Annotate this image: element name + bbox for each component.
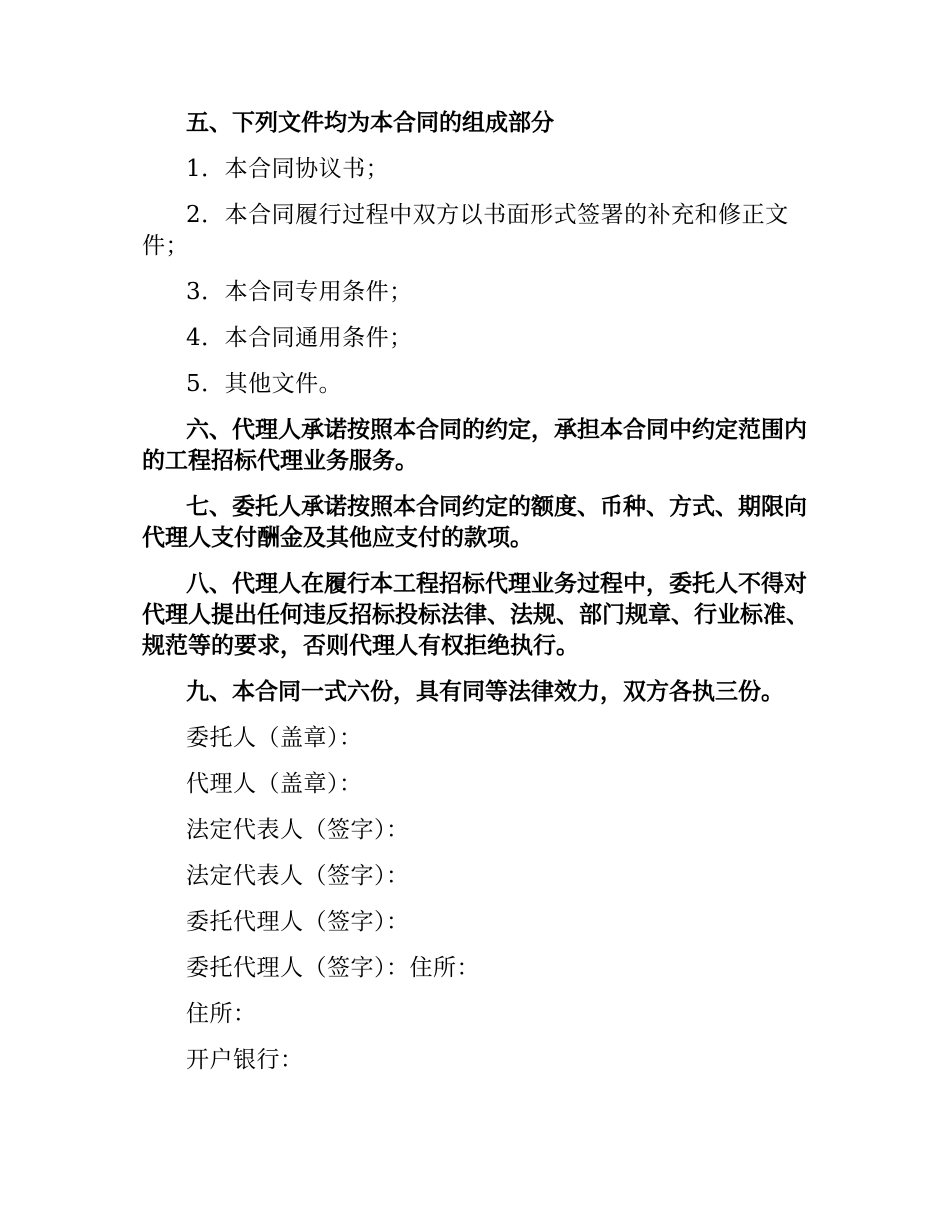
signature-block — [142, 723, 822, 1076]
clause-5-item-5: 5．其他文件。 — [186, 371, 343, 397]
clause-5-heading: 五、下列文件均为本合同的组成部分 — [186, 110, 554, 136]
signature-line-legal-rep-2: 法定代表人（签字）： — [186, 863, 410, 889]
clause-5-item-1: 1．本合同协议书； — [186, 156, 390, 182]
signature-line-authorized-agent-2: 委托代理人（签字）：住所： — [186, 955, 480, 981]
clause-8: 八、代理人在履行本工程招标代理业务过程中，委托人不得对代理人提出任何违反招标投标法律、法规、部门规章、行业标准、规范等的要求，否则代理人有权拒绝执行。 — [142, 571, 809, 659]
clause-9: 九、本合同一式六份，具有同等法律效力，双方各执三份。 — [186, 679, 784, 705]
signature-line-address: 住所： — [186, 1001, 257, 1027]
document-body — [142, 108, 822, 1091]
clause-6: 六、代理人承诺按照本合同的约定，承担本合同中约定范围内的工程招标代理业务服务。 — [142, 417, 807, 474]
clause-5-item-4: 4．本合同通用条件； — [186, 325, 413, 351]
clause-5-item-3: 3．本合同专用条件； — [186, 279, 413, 305]
clause-7: 七、委托人承诺按照本合同约定的额度、币种、方式、期限向代理人支付酬金及其他应支付的款项。 — [142, 494, 807, 551]
signature-line-agent-seal: 代理人（盖章）： — [186, 771, 363, 797]
clause-5-item-2: 2．本合同履行过程中双方以书面形式签署的补充和修正文件； — [142, 202, 789, 259]
signature-line-authorized-agent-1: 委托代理人（签字）： — [186, 909, 410, 935]
signature-line-client-seal: 委托人（盖章）： — [186, 725, 363, 751]
signature-line-legal-rep-1: 法定代表人（签字）： — [186, 817, 410, 843]
signature-line-bank: 开户银行： — [186, 1047, 304, 1073]
